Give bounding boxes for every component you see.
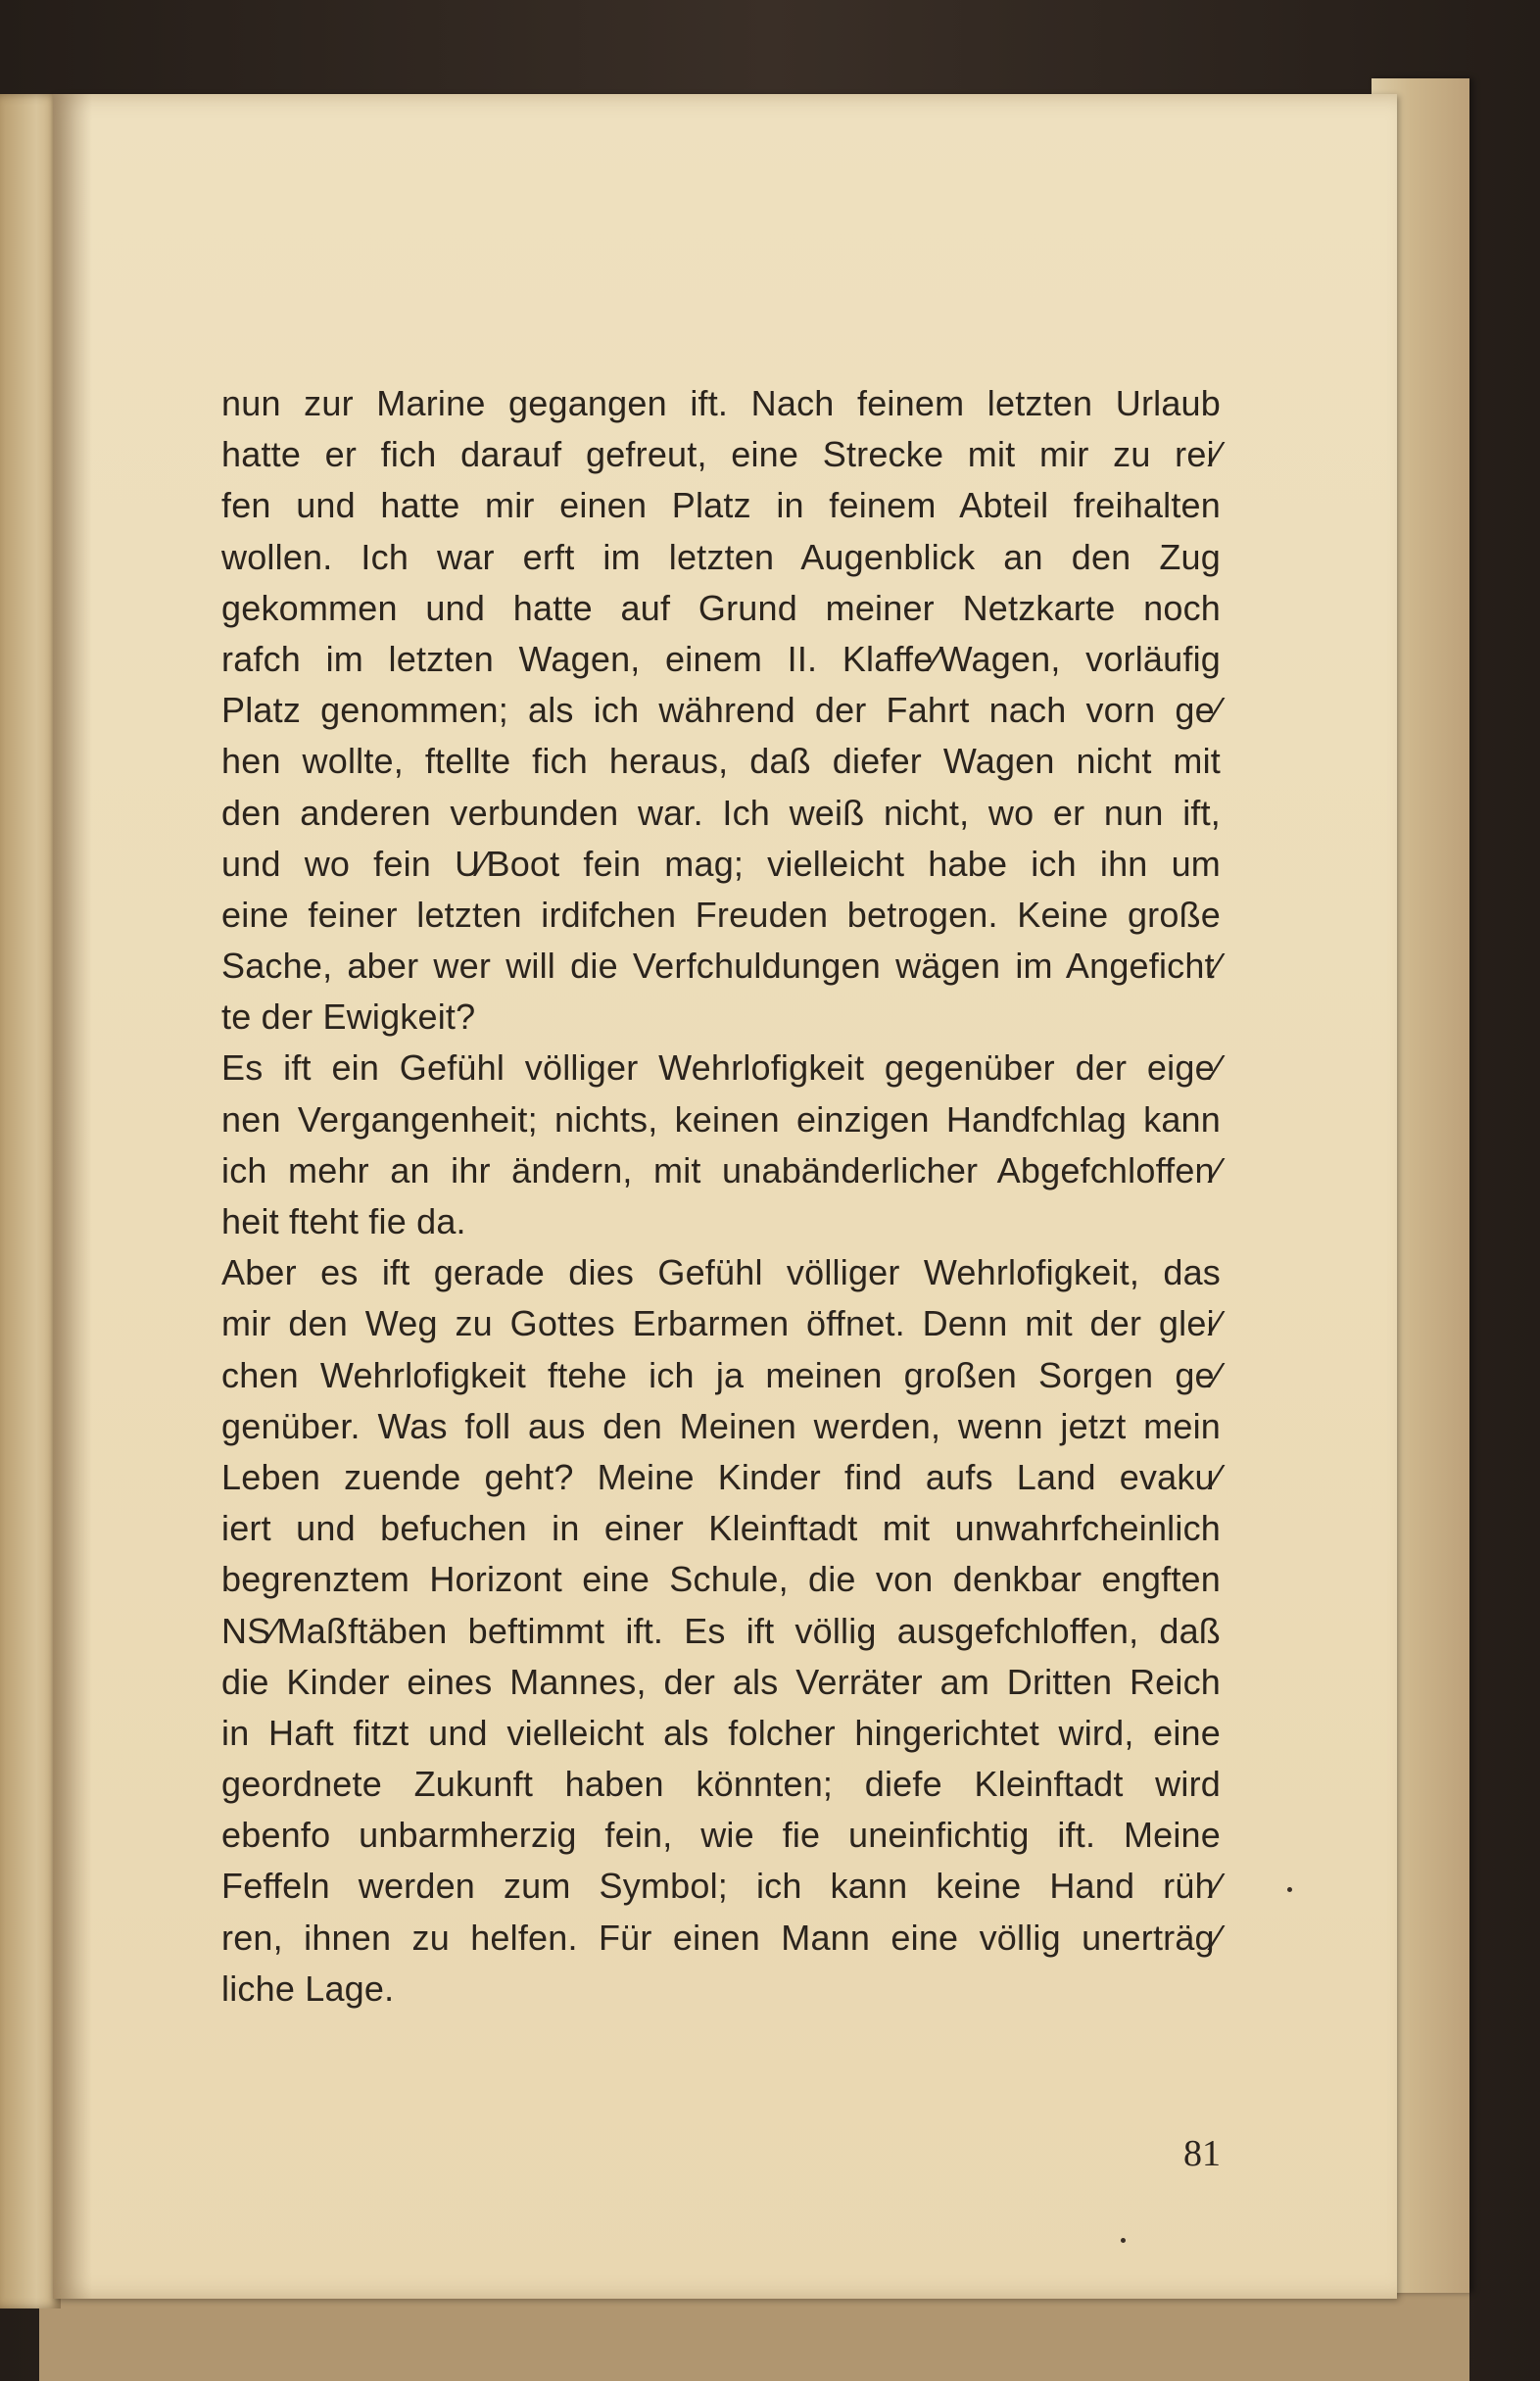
gutter-shadow	[53, 94, 92, 2299]
text-line: ebenfo unbarmherzig fein, wie fie uneinfichtig ift. Meine	[221, 1815, 1221, 1856]
text-line: und wo fein U⁄Boot fein mag; vielleicht habe ich ihn um	[221, 843, 1221, 884]
text-line: ren, ihnen zu helfen. Für einen Mann eine völlig unerträg⁄	[221, 1917, 1221, 1958]
book-page	[53, 94, 1397, 2299]
text-line: hatte er fich darauf gefreut, eine Strecke mit mir zu rei⁄	[221, 434, 1221, 475]
body-text	[221, 378, 1221, 2015]
text-line: rafch im letzten Wagen, einem II. Klaffe⁄Wagen, vorläufig	[221, 638, 1221, 679]
text-line: nen Vergangenheit; nichts, keinen einzigen Handfchlag kann	[221, 1098, 1221, 1140]
page-number: 81	[1183, 2133, 1221, 2174]
text-line: Sache, aber wer will die Verfchuldungen wägen im Angeficht⁄	[221, 946, 1221, 987]
left-page-edge	[0, 94, 61, 2308]
text-line: fen und hatte mir einen Platz in feinem Abteil freihalten	[221, 485, 1221, 526]
text-line: gekommen und hatte auf Grund meiner Netzkarte noch	[221, 587, 1221, 628]
text-line: geordnete Zukunft haben könnten; diefe Kleinftadt wird	[221, 1764, 1221, 1805]
paper-speck	[1287, 1887, 1292, 1892]
text-line: die Kinder eines Mannes, der als Verräter am Dritten Reich	[221, 1661, 1221, 1702]
text-line: mir den Weg zu Gottes Erbarmen öffnet. Denn mit der glei⁄	[221, 1303, 1221, 1344]
text-line: Es ift ein Gefühl völliger Wehrlofigkeit gegenüber der eige⁄	[221, 1047, 1221, 1089]
text-line: Feffeln werden zum Symbol; ich kann keine Hand rüh⁄	[221, 1866, 1221, 1907]
text-line: wollen. Ich war erft im letzten Augenblick an den Zug	[221, 536, 1221, 577]
text-line: ich mehr an ihr ändern, mit unabänderlicher Abgefchloffen⁄	[221, 1149, 1221, 1190]
text-line: in Haft fitzt und vielleicht als folcher hingerichtet wird, eine	[221, 1712, 1221, 1753]
text-line: Platz genommen; als ich während der Fahrt nach vorn ge⁄	[221, 690, 1221, 731]
text-line: liche Lage.	[221, 1968, 395, 2009]
text-line: iert und befuchen in einer Kleinftadt mit unwahrfcheinlich	[221, 1508, 1221, 1549]
text-line: genüber. Was foll aus den Meinen werden, wenn jetzt mein	[221, 1405, 1221, 1446]
text-line: den anderen verbunden war. Ich weiß nicht, wo er nun ift,	[221, 792, 1221, 833]
text-line: hen wollte, ftellte fich heraus, daß diefer Wagen nicht mit	[221, 741, 1221, 782]
text-line: Aber es ift gerade dies Gefühl völliger Wehrlofigkeit, das	[221, 1252, 1221, 1293]
text-line: te der Ewigkeit?	[221, 996, 476, 1038]
text-line: Leben zuende geht? Meine Kinder find aufs Land evaku⁄	[221, 1456, 1221, 1497]
paper-speck	[1121, 2238, 1126, 2243]
text-line: chen Wehrlofigkeit ftehe ich ja meinen großen Sorgen ge⁄	[221, 1354, 1221, 1395]
text-line: nun zur Marine gegangen ift. Nach feinem letzten Urlaub	[221, 383, 1221, 423]
text-line: begrenztem Horizont eine Schule, die von denkbar engften	[221, 1559, 1221, 1600]
text-line: heit fteht fie da.	[221, 1201, 466, 1241]
text-line: eine feiner letzten irdifchen Freuden betrogen. Keine große	[221, 894, 1221, 935]
text-line: NS⁄Maßftäben beftimmt ift. Es ift völlig ausgefchloffen, daß	[221, 1610, 1221, 1651]
